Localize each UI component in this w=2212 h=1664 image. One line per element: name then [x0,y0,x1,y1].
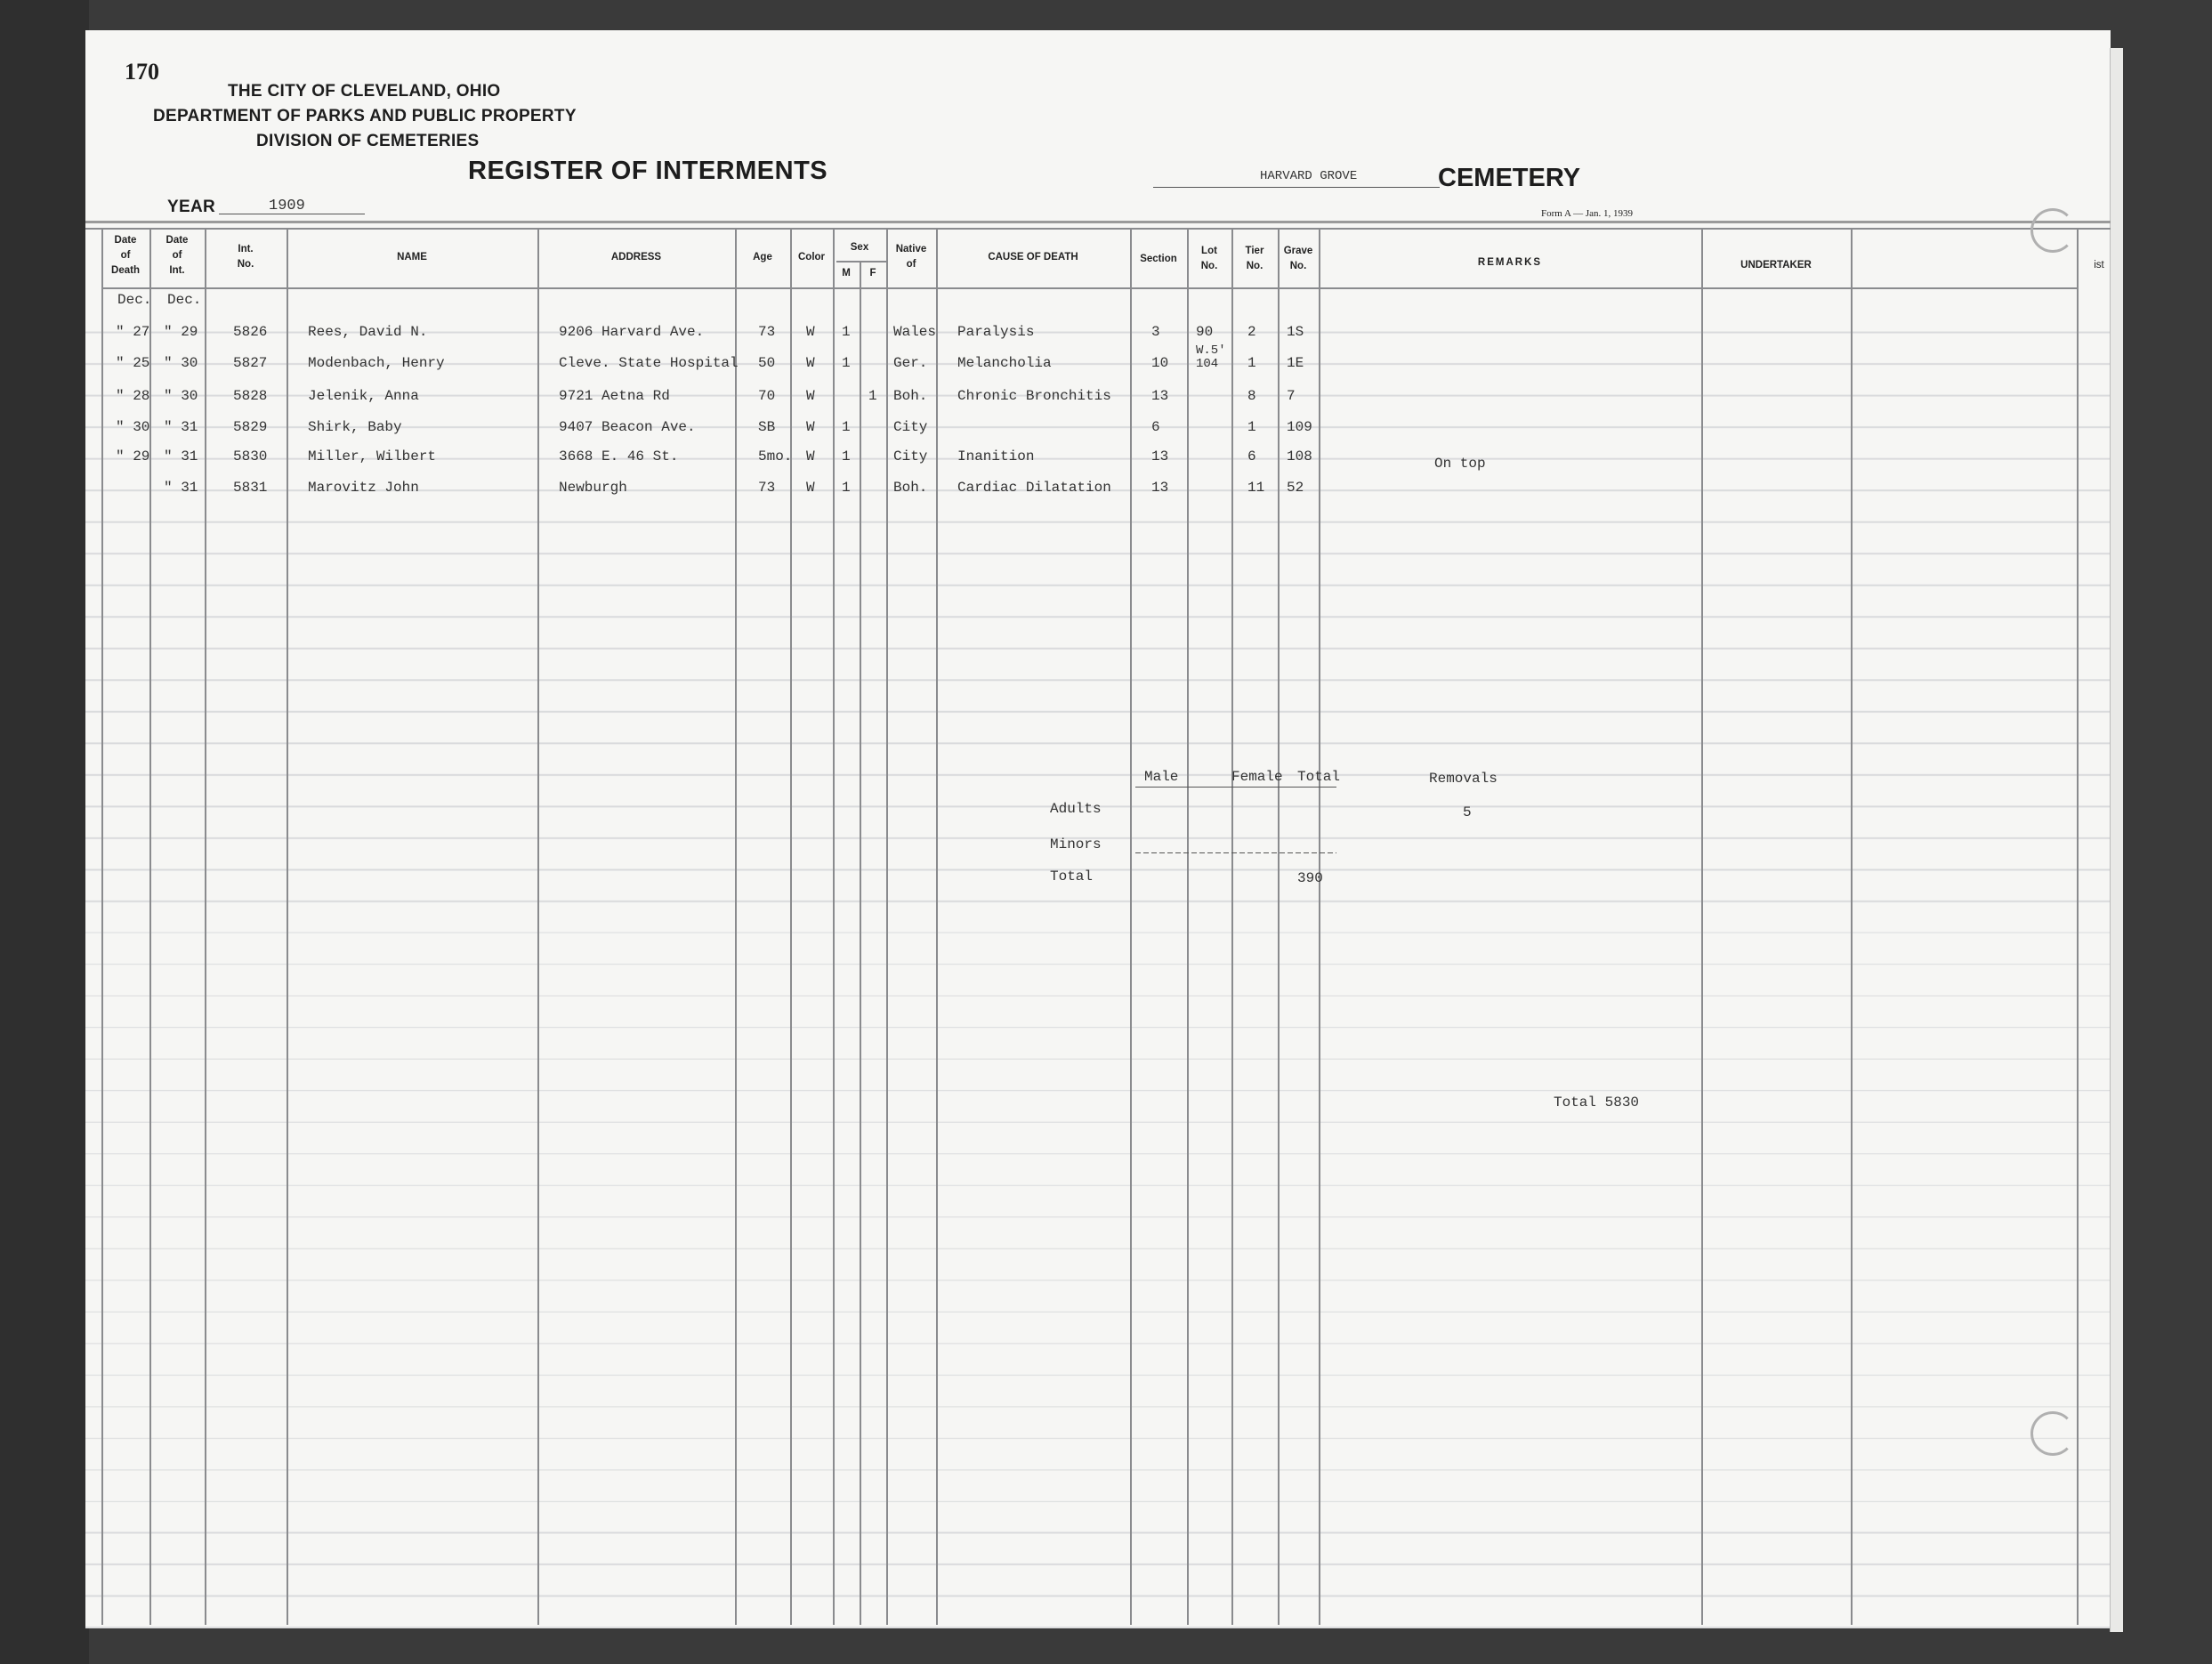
date-of-death: " 27 [116,324,150,340]
grave-number: 1S [1287,324,1304,340]
color: W [806,355,815,371]
interment-number: 5831 [233,480,268,496]
col-line-0 [101,228,103,1625]
section: 13 [1151,448,1169,464]
col-line-8 [860,261,861,1625]
col-native: Native of [895,244,927,270]
interment-number: 5827 [233,355,268,371]
summary-minors-underline [1135,852,1336,853]
col-grave: Grave No. [1283,246,1313,271]
sex-female: 1 [868,388,877,404]
col-line-10 [936,228,938,1625]
tier-number: 1 [1247,419,1256,435]
cause-of-death: Cardiac Dilatation [957,480,1111,496]
tier-number: 11 [1247,480,1265,496]
age: 70 [758,388,776,404]
address: Newburgh [559,480,627,496]
summary-header-underline [1135,787,1336,788]
col-date-int: Date of Int. [165,235,189,276]
age: 73 [758,324,776,340]
interment-number: 5826 [233,324,268,340]
cause-of-death: Melancholia [957,355,1052,371]
summary-female: Female [1231,769,1283,785]
page-edge [2110,48,2123,1632]
col-name: NAME [397,252,427,263]
col-line-18 [2077,228,2079,1625]
city-name: THE CITY OF CLEVELAND, OHIO [228,82,501,101]
date-of-interment: " 30 [164,355,198,371]
native-of: Boh. [893,480,928,496]
grand-total: Total 5830 [1554,1095,1640,1111]
col-cause: CAUSE OF DEATH [988,252,1078,263]
col-edge-fragment: ist [2094,260,2104,271]
color: W [806,419,815,435]
native-of: City [893,419,928,435]
deceased-name: Marovitz John [308,480,419,496]
col-line-17 [1851,228,1853,1625]
date-of-death: " 25 [116,355,150,371]
summary-total-value: 390 [1297,870,1323,886]
sex-male: 1 [842,355,851,371]
col-sex-f: F [869,268,876,279]
register-title: REGISTER OF INTERMENTS [468,157,828,185]
date-of-death: " 28 [116,388,150,404]
summary-total-row: Total [1050,868,1094,885]
age: 73 [758,480,776,496]
section: 3 [1151,324,1160,340]
register-sheet [85,30,2111,1628]
col-line-16 [1701,228,1703,1625]
interment-number: 5830 [233,448,268,464]
deceased-name: Shirk, Baby [308,419,402,435]
col-address: ADDRESS [610,252,662,263]
header-bottom-rule [101,287,2077,289]
native-of: Wales [893,324,937,340]
age: SB [758,419,776,435]
native-of: City [893,448,928,464]
deceased-name: Modenbach, Henry [308,355,445,371]
col-line-5 [735,228,737,1625]
grave-number: 7 [1287,388,1296,404]
col-tier: Tier No. [1245,246,1264,271]
summary-adults: Adults [1050,801,1102,817]
table-top-rule-2 [85,228,2111,230]
page-number: 170 [125,59,159,85]
sex-male: 1 [842,448,851,464]
grave-number: 108 [1287,448,1312,464]
binder-ring-bottom [2030,1411,2075,1456]
col-line-4 [537,228,539,1625]
section: 13 [1151,388,1169,404]
date-of-interment: " 31 [164,419,198,435]
col-remarks: REMARKS [1477,257,1543,268]
cause-of-death: Chronic Bronchitis [957,388,1111,404]
col-line-3 [287,228,288,1625]
color: W [806,324,815,340]
col-line-14 [1278,228,1280,1625]
age: 50 [758,355,776,371]
sex-male: 1 [842,419,851,435]
section: 6 [1151,419,1160,435]
col-sex: Sex [850,242,869,253]
section: 10 [1151,355,1169,371]
native-of: Ger. [893,355,928,371]
month-date-int: Dec. [167,292,202,308]
section: 13 [1151,480,1169,496]
sex-male: 1 [842,324,851,340]
date-of-interment: " 31 [164,448,198,464]
cemetery-name: HARVARD GROVE [1260,169,1358,183]
col-date-death: Date of Death [111,235,140,276]
grave-number: 109 [1287,419,1312,435]
table-top-rule [85,221,2111,223]
address: Cleve. State Hospital [559,355,739,371]
date-of-death: " 29 [116,448,150,464]
col-int-no: Int. No. [237,244,254,270]
col-sex-m: M [842,268,851,279]
col-line-6 [790,228,792,1625]
col-line-9 [886,228,888,1625]
col-line-7 [833,228,835,1625]
tier-number: 1 [1247,355,1256,371]
col-lot: Lot No. [1200,246,1218,271]
address: 9721 Aetna Rd [559,388,670,404]
year-value: 1909 [269,198,305,214]
col-line-12 [1187,228,1189,1625]
lot-number: 90 [1196,324,1214,340]
form-note: Form A — Jan. 1, 1939 [1541,208,1633,219]
deceased-name: Rees, David N. [308,324,428,340]
col-line-13 [1231,228,1233,1625]
native-of: Boh. [893,388,928,404]
removals-value: 5 [1463,804,1472,820]
col-line-1 [149,228,151,1625]
date-of-interment: " 30 [164,388,198,404]
col-age: Age [753,252,772,263]
cause-of-death: Paralysis [957,324,1035,340]
address: 9407 Beacon Ave. [559,419,696,435]
remarks: On top [1434,456,1486,472]
grave-number: 52 [1287,480,1304,496]
summary-minors: Minors [1050,836,1102,852]
summary-total: Total [1297,769,1341,785]
cemetery-underline [1153,187,1440,188]
deceased-name: Miller, Wilbert [308,448,437,464]
color: W [806,480,815,496]
sex-male: 1 [842,480,851,496]
binder-ring-top [2030,208,2075,253]
col-line-15 [1319,228,1320,1625]
summary-male: Male [1144,769,1179,785]
date-of-interment: " 31 [164,480,198,496]
cemetery-label: CEMETERY [1438,164,1581,192]
age: 5mo. [758,448,793,464]
date-of-death: " 30 [116,419,150,435]
tier-number: 8 [1247,388,1256,404]
division-name: DIVISION OF CEMETERIES [256,132,480,150]
sex-divider [836,261,888,263]
color: W [806,448,815,464]
binder-edge [0,0,89,1664]
date-of-interment: " 29 [164,324,198,340]
col-color: Color [797,252,826,263]
address: 9206 Harvard Ave. [559,324,705,340]
interment-number: 5829 [233,419,268,435]
col-line-11 [1130,228,1132,1625]
removals-label: Removals [1429,771,1498,787]
address: 3668 E. 46 St. [559,448,679,464]
tier-number: 6 [1247,448,1256,464]
col-section: Section [1140,254,1177,264]
lot-number: W.5' 104 [1196,343,1226,371]
tier-number: 2 [1247,324,1256,340]
col-line-2 [205,228,206,1625]
department-name: DEPARTMENT OF PARKS AND PUBLIC PROPERTY [153,107,577,125]
year-label: YEAR [167,198,215,216]
color: W [806,388,815,404]
deceased-name: Jelenik, Anna [308,388,419,404]
cause-of-death: Inanition [957,448,1035,464]
month-date-death: Dec. [117,292,152,308]
grave-number: 1E [1287,355,1304,371]
col-undertaker: UNDERTAKER [1740,260,1812,271]
interment-number: 5828 [233,388,268,404]
